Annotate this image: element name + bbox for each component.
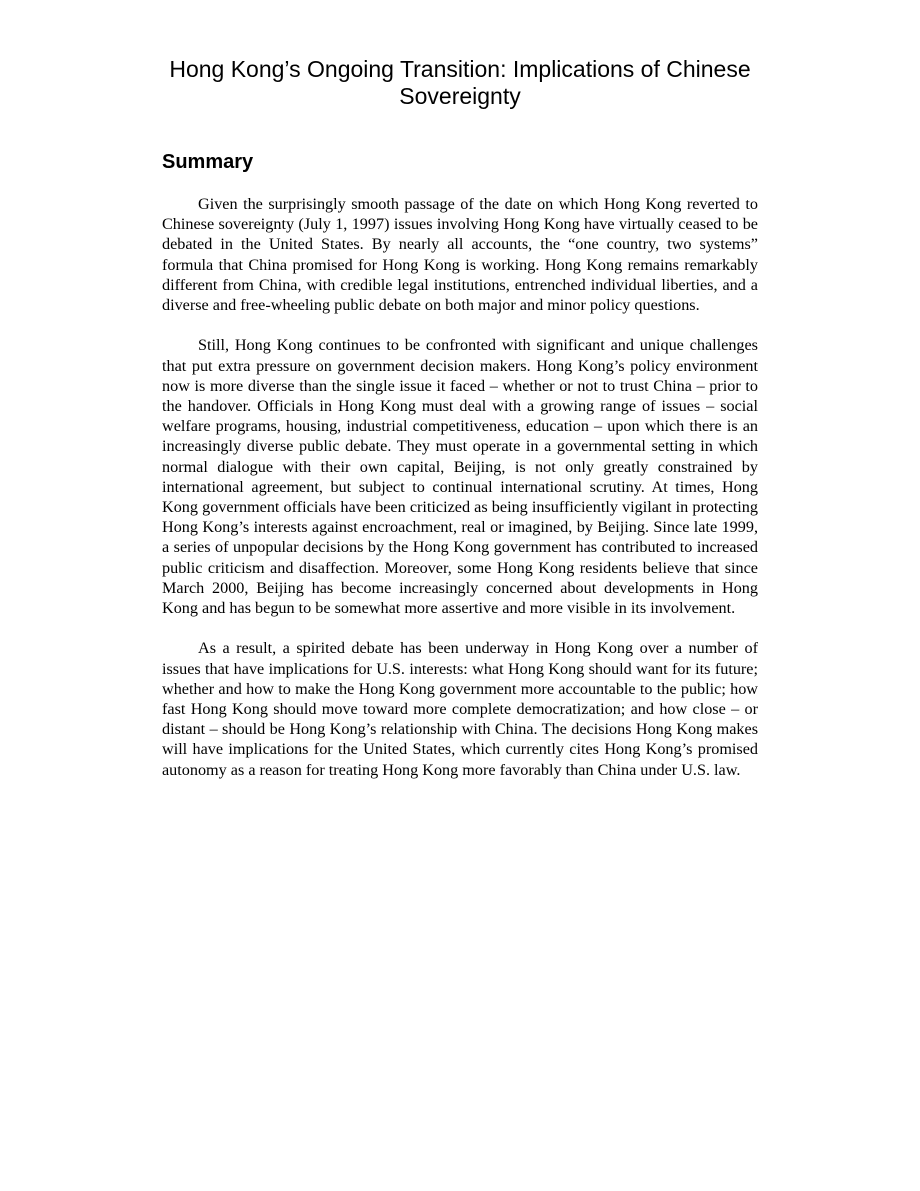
summary-paragraph-2: Still, Hong Kong continues to be confronted with significant and unique challenges that put extra pressure on government decision makers. Hong Kong’s policy environment now is more diverse than the single issue it faced – whether or not to trust China – prior to the handover. Officials in Hong Kong must deal with a growing range of issues – social welfare programs, housing, industrial competitiveness, education – upon which there is an increasingly diverse public debate. They must operate in a governmental setting in which normal dialogue with their own capital, Beijing, is not only greatly constrained by international agreement, but subject to continual international scrutiny. At times, Hong Kong government officials have been criticized as being insufficiently vigilant in protecting Hong Kong’s interests against encroachment, real or imagined, by Beijing. Since late 1999, a series of unpopular decisions by the Hong Kong government has contributed to increased public criticism and disaffection. Moreover, some Hong Kong residents believe that since March 2000, Beijing has become increasingly concerned about developments in Hong Kong and has begun to be somewhat more assertive and more visible in its involvement. xyxy=(162,336,758,618)
summary-paragraph-3: As a result, a spirited debate has been underway in Hong Kong over a number of issues that have implications for U.S. interests: what Hong Kong should want for its future; whether and how to make the Hong Kong government more accountable to the public; how fast Hong Kong should move toward more complete democratization; and how close – or distant – should be Hong Kong’s relationship with China. The decisions Hong Kong makes will have implications for the United States, which currently cites Hong Kong’s promised autonomy as a reason for treating Hong Kong more favorably than China under U.S. law. xyxy=(162,639,758,779)
summary-body xyxy=(162,194,758,800)
document-title: Hong Kong’s Ongoing Transition: Implications of Chinese Sovereignty xyxy=(169,56,751,109)
section-heading-summary: Summary xyxy=(162,151,254,173)
summary-paragraph-1: Given the surprisingly smooth passage of the date on which Hong Kong reverted to Chinese sovereignty (July 1, 1997) issues involving Hong Kong have virtually ceased to be debated in the United States. By nearly all accounts, the “one country, two systems” formula that China promised for Hong Kong is working. Hong Kong remains remarkably different from China, with credible legal institutions, entrenched individual liberties, and a diverse and free-wheeling public debate on both major and minor policy questions. xyxy=(162,195,758,315)
